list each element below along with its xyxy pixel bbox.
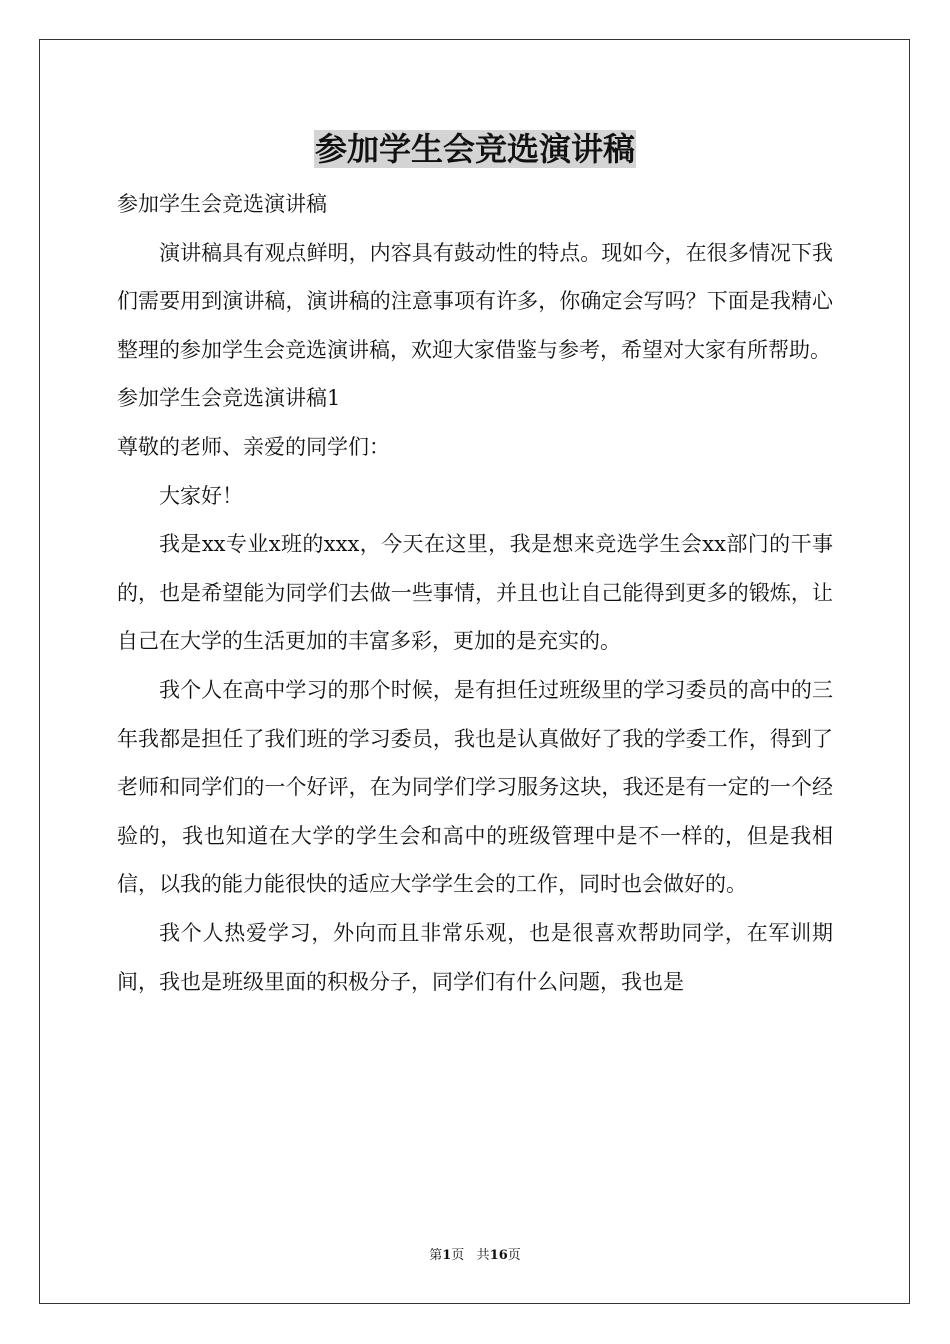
document-body xyxy=(117,180,833,1006)
subtitle-paragraph: 参加学生会竞选演讲稿 xyxy=(117,192,327,216)
greeting-paragraph: 大家好！ xyxy=(159,483,243,508)
footer-page-number: 1 xyxy=(442,1248,452,1263)
footer-total-pages: 16 xyxy=(489,1248,508,1263)
footer-page-prefix: 第 xyxy=(429,1248,443,1263)
footer-total-suffix: 页 xyxy=(507,1248,521,1263)
footer-page-suffix: 页 xyxy=(451,1248,465,1263)
salutation-paragraph: 尊敬的老师、亲爱的同学们： xyxy=(117,434,390,459)
body-paragraph: 我个人热爱学习，外向而且非常乐观，也是很喜欢帮助同学，在军训期间，我也是班级里面的积极分子，同学们有什么问题，我也是 xyxy=(117,920,833,994)
footer-total-prefix: 共 xyxy=(476,1248,490,1263)
document-title xyxy=(0,128,950,170)
document-title-text: 参加学生会竞选演讲稿 xyxy=(314,130,635,168)
section-heading: 参加学生会竞选演讲稿1 xyxy=(117,386,341,411)
body-paragraph: 我是xx专业x班的xxx，今天在这里，我是想来竞选学生会xx部门的干事的，也是希望能为同学们去做一些事情，并且也让自己能得到更多的锻炼，让自己在大学的生活更加的丰富多彩，更加的是充实的。 xyxy=(117,532,833,654)
page-footer xyxy=(0,1247,950,1265)
body-paragraph: 我个人在高中学习的那个时候，是有担任过班级里的学习委员的高中的三年我都是担任了我们班的学习委员，我也是认真做好了我的学委工作，得到了老师和同学们的一个好评，在为同学们学习服务这块，我还是有一定的一个经验的，我也知道在大学的学生会和高中的班级管理中是不一样的，但是我相信，以我的能力能很快的适应大学学生会的工作，同时也会做好的。 xyxy=(117,677,833,897)
intro-paragraph: 演讲稿具有观点鲜明，内容具有鼓动性的特点。现如今，在很多情况下我们需要用到演讲稿，演讲稿的注意事项有许多，你确定会写吗？下面是我精心整理的参加学生会竞选演讲稿，欢迎大家借鉴与参考，希望对大家有所帮助。 xyxy=(117,240,833,362)
